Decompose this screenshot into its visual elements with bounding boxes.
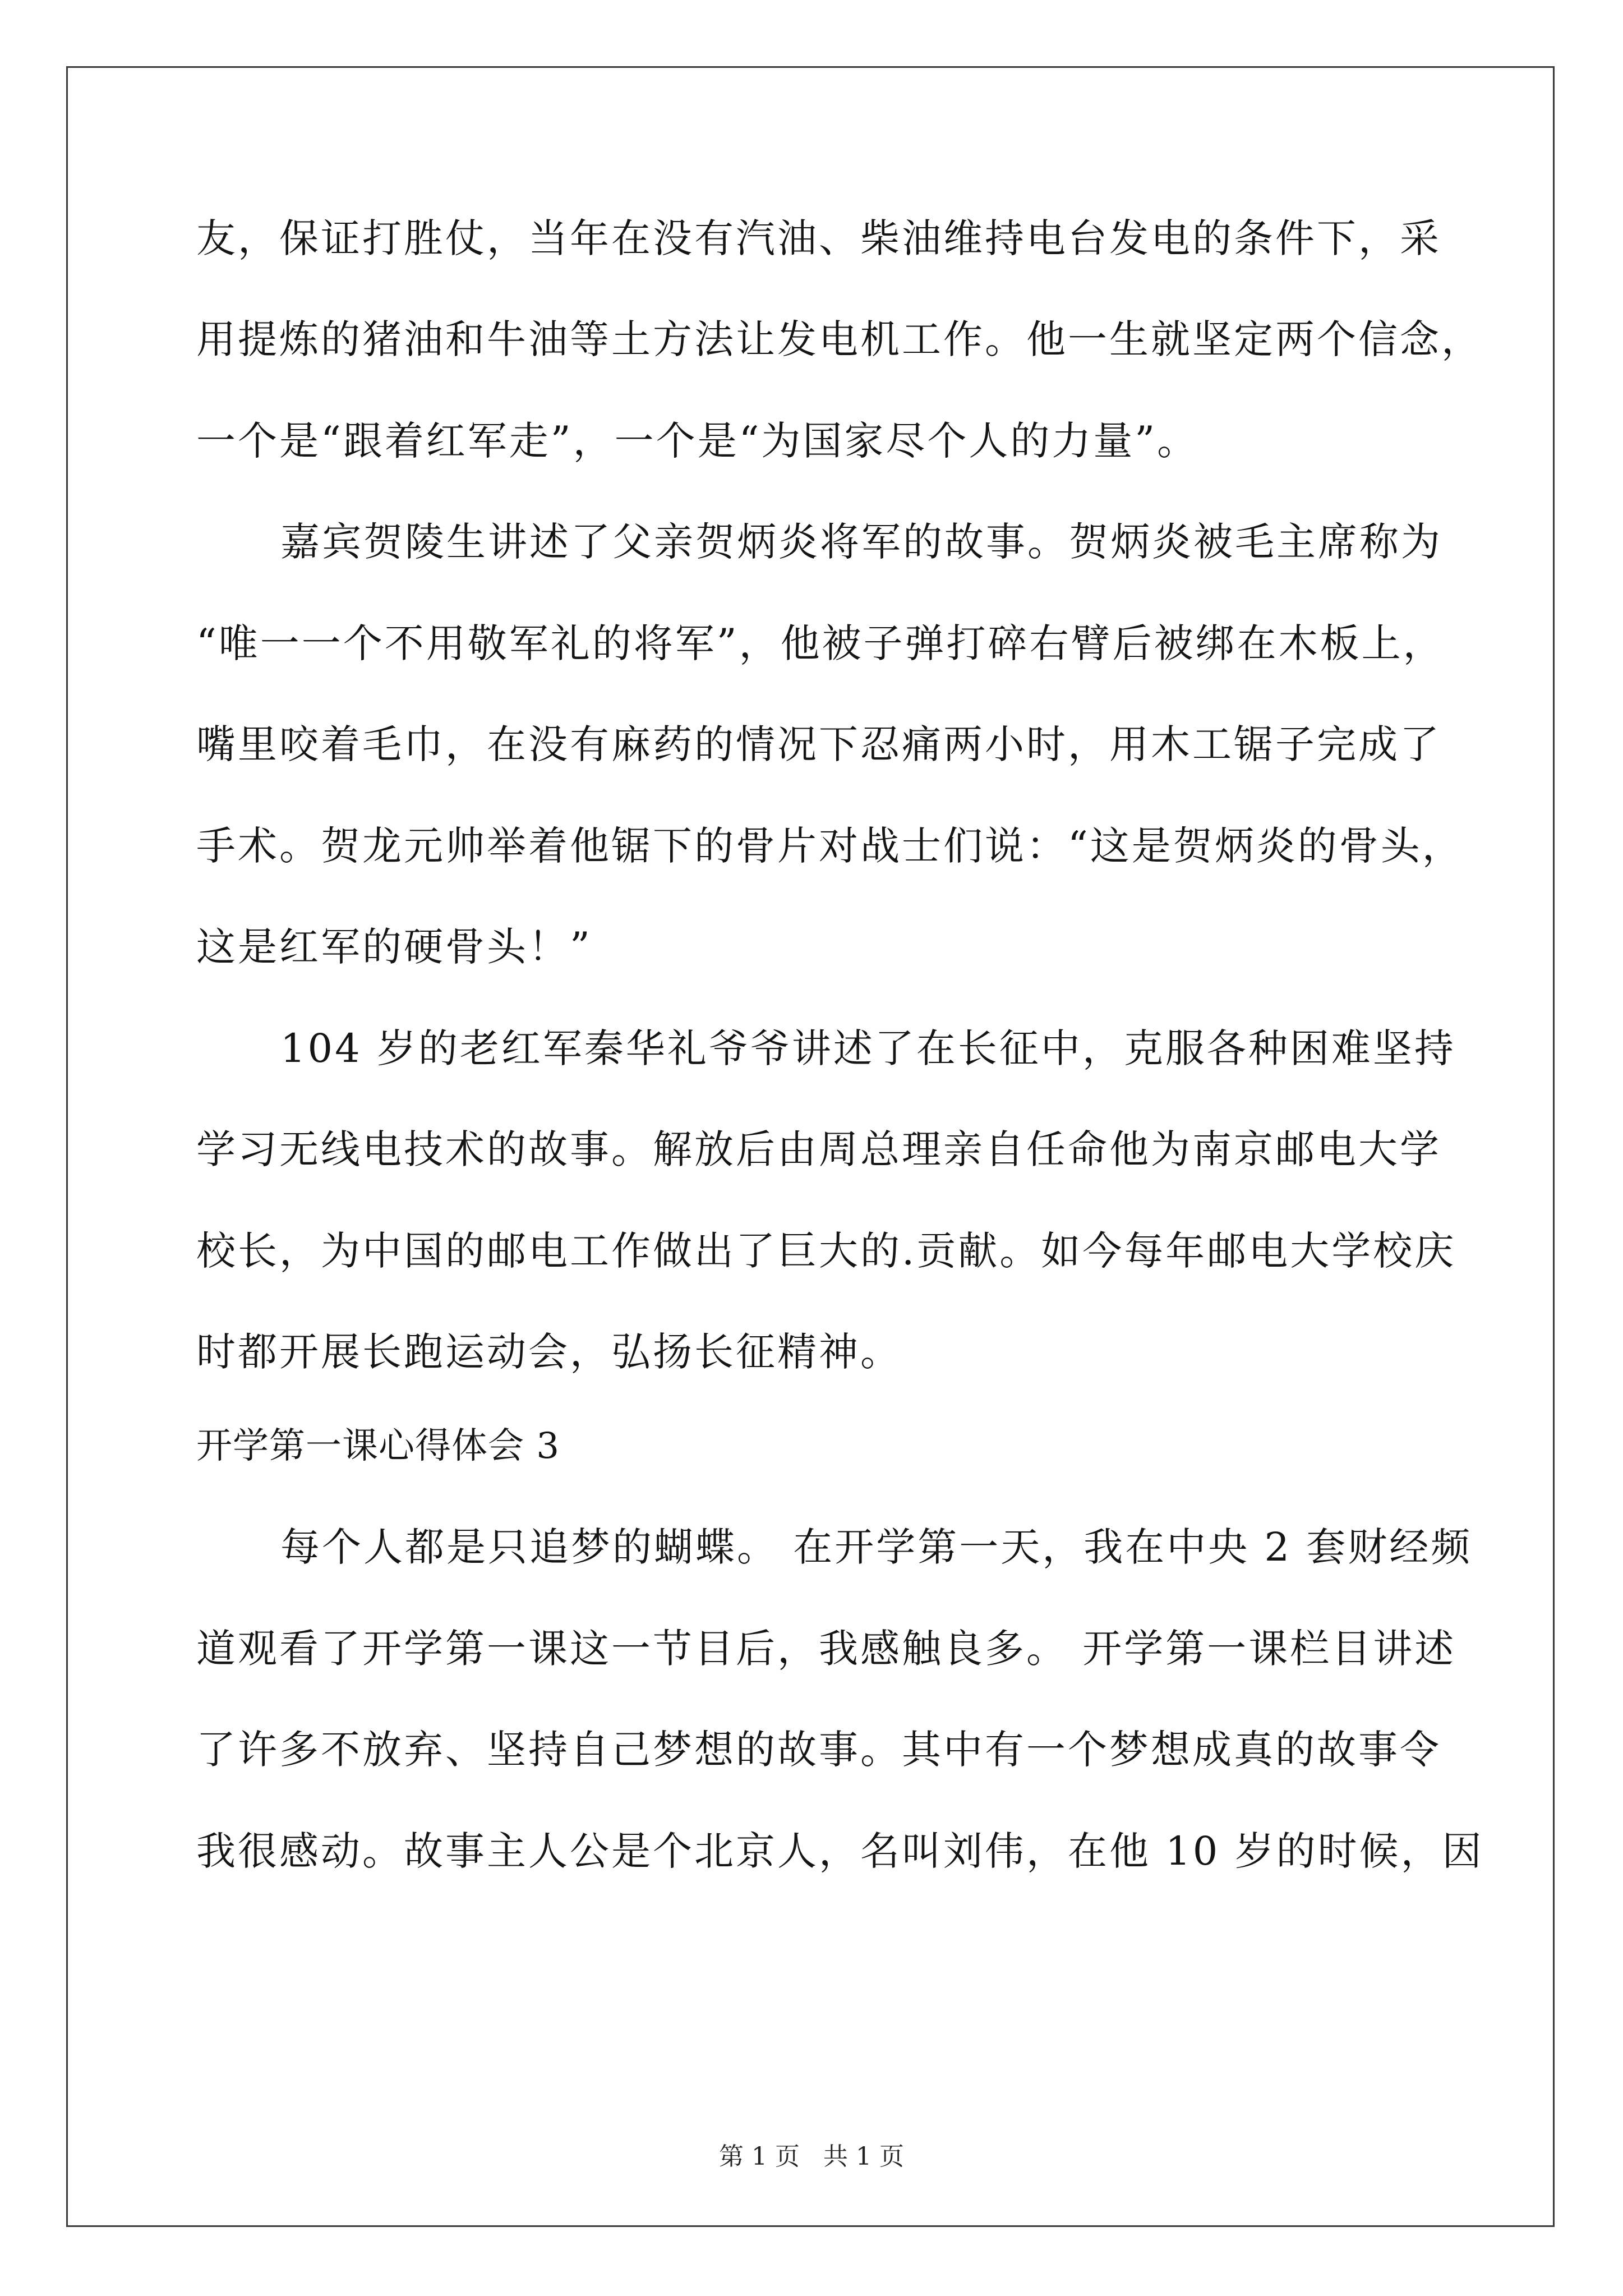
paragraph-line: 嘉宾贺陵生讲述了父亲贺炳炎将军的故事。贺炳炎被毛主席称为 [280, 519, 1442, 565]
page-number-footer: 第 1 页 共 1 页 [719, 2142, 904, 2171]
paragraph-line: 校长，为中国的邮电工作做出了巨大的.贡献。如今每年邮电大学校庆 [196, 1228, 1456, 1274]
paragraph-line: 104 岁的老红军秦华礼爷爷讲述了在长征中，克服各种困难坚持 [280, 1025, 1456, 1071]
paragraph-line: 我很感动。故事主人公是个北京人，名叫刘伟，在他 10 岁的时候，因 [196, 1828, 1484, 1874]
paragraph-line: 学习无线电技术的故事。解放后由周总理亲自任命他为南京邮电大学 [196, 1126, 1441, 1172]
paragraph-line: 时都开展长跑运动会，弘扬长征精神。 [196, 1329, 902, 1375]
section-heading: 开学第一课心得体会 3 [196, 1425, 560, 1467]
paragraph-line: 了许多不放弃、坚持自己梦想的故事。其中有一个梦想成真的故事令 [196, 1727, 1441, 1773]
paragraph-line: “唯一一个不用敬军礼的将军”，他被子弹打碎右臂后被绑在木板上， [196, 620, 1445, 666]
paragraph-line: 这是红军的硬骨头！” [196, 924, 592, 970]
paragraph-line: 用提炼的猪油和牛油等土方法让发电机工作。他一生就坚定两个信念， [196, 316, 1483, 362]
paragraph-line: 每个人都是只追梦的蝴蝶。 在开学第一天，我在中央 2 套财经频 [280, 1524, 1473, 1570]
paragraph-line: 友，保证打胜仗，当年在没有汽油、柴油维持电台发电的条件下，采 [196, 215, 1441, 261]
paragraph-line: 一个是“跟着红军走”，一个是“为国家尽个人的力量”。 [196, 418, 1199, 464]
paragraph-line: 嘴里咬着毛巾，在没有麻药的情况下忍痛两小时，用木工锯子完成了 [196, 721, 1441, 767]
paragraph-line: 道观看了开学第一课这一节目后，我感触良多。 开学第一课栏目讲述 [196, 1626, 1456, 1672]
paragraph-line: 手术。贺龙元帅举着他锯下的骨片对战士们说：“这是贺炳炎的骨头， [196, 823, 1464, 869]
